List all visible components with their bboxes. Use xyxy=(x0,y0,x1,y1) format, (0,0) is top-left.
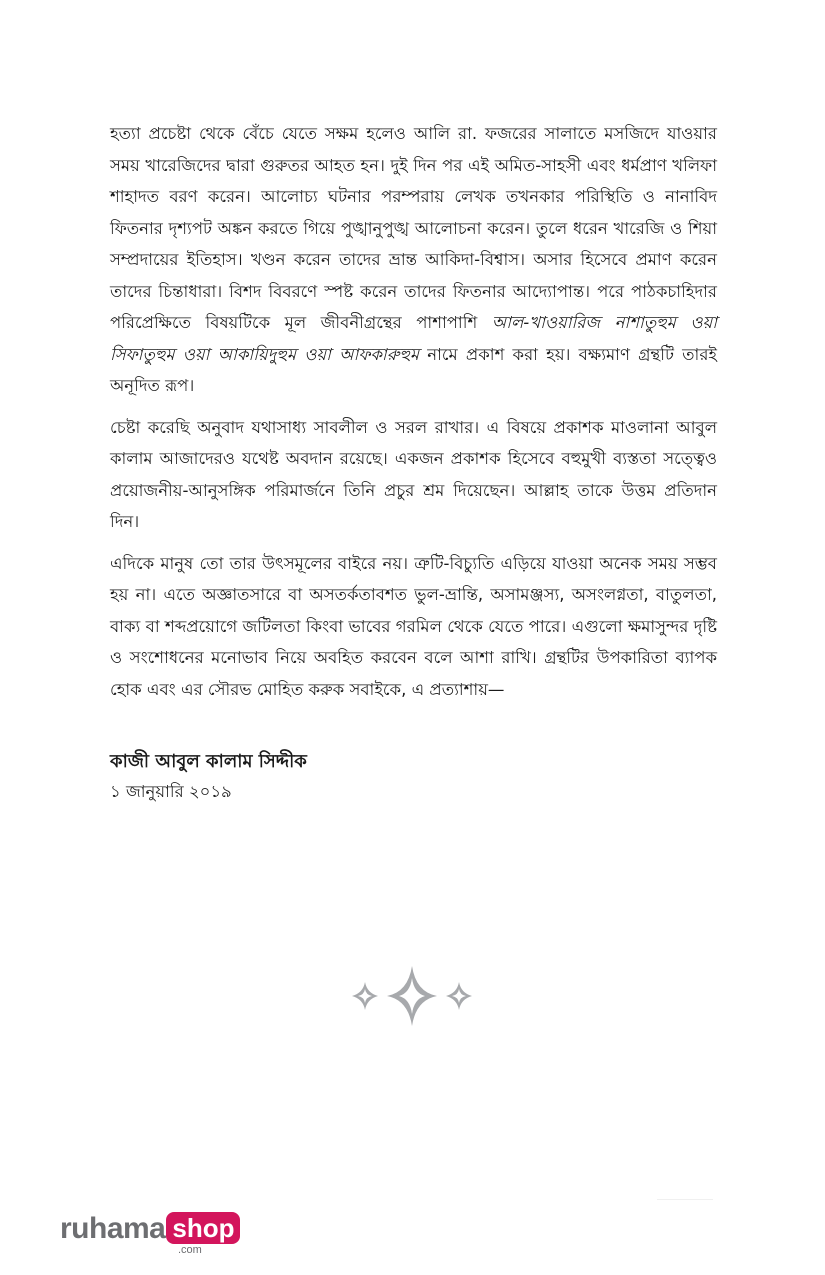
brand-shop-badge: shop xyxy=(166,1212,240,1244)
brand-wordmark: ruhama xyxy=(60,1212,166,1245)
paragraph-1-after: নামে প্রকাশ করা হয়। বক্ষ্যমাণ গ্রন্থটি তারই অনূদিত রূপ। xyxy=(110,344,717,395)
brand-domain: .com xyxy=(178,1244,202,1256)
sparkle-right-inner xyxy=(452,989,466,1003)
sparkle-center-inner xyxy=(399,978,425,1014)
paragraph-3: এদিকে মানুষ তো তার উৎসমূলের বাইরে নয়। ত্রুটি-বিচ্যুতি এড়িয়ে যাওয়া অনেক সময় সম্ভব হয় না। এতে অজ্ঞাতসারে বা অসতর্কতাবশত ভুল-ভ্রান্তি, অসামঞ্জস্য, অসংলগ্নতা, বাতুলতা, বাক্য বা শব্দপ্রয়োগে জটিলতা কিংবা ভাবের গরমিল থেকে যেতে পারে। এগুলো ক্ষমাসুন্দর দৃষ্টি ও সংশোধনের মনোভাব নিয়ে অবহিত করবেন বলে আশা রাখি। গ্রন্থটির উপকারিতা ব্যাপক হোক এবং এর সৌরভ মোহিত করুক সবাইকে, এ প্রত্যাশায়— xyxy=(110,553,717,699)
signature-block xyxy=(110,747,717,807)
author-name: কাজী আবুল কালাম সিদ্দীক xyxy=(110,751,307,772)
footer-divider xyxy=(657,1199,713,1200)
sparkle-ornament-icon xyxy=(347,964,477,1028)
ruhamashop-logo xyxy=(60,1212,240,1260)
book-title-italic: আল-খাওয়ারিজ নাশাতুহুম ওয়া সিফাতুহুম ওয়া আকায়িদুহুম ওয়া আফকারুহুম xyxy=(110,313,717,364)
paragraph-1 xyxy=(110,118,717,402)
paragraph-2: চেষ্টা করেছি অনুবাদ যথাসাধ্য সাবলীল ও সরল রাখার। এ বিষয়ে প্রকাশক মাওলানা আবুল কালাম আজাদেরও যথেষ্ট অবদান রয়েছে। একজন প্রকাশক হিসেবে বহুমুখী ব্যস্ততা সত্ত্বেও প্রয়োজনীয়-আনুসঙ্গিক পরিমার্জনে তিনি প্রচুর শ্রম দিয়েছেন। আল্লাহ তাকে উত্তম প্রতিদান দিন। xyxy=(110,417,717,531)
document-page xyxy=(110,118,717,807)
paragraph-1-text: হত্যা প্রচেষ্টা থেকে বেঁচে যেতে সক্ষম হলেও আলি রা. ফজরের সালাতে মসজিদে যাওয়ার সময় খারেজিদের দ্বারা গুরুতর আহত হন। দুই দিন পর এই অমিত-সাহসী এবং ধর্মপ্রাণ খলিফা শাহাদত বরণ করেন। আলোচ্য ঘটনার পরম্পরায় লেখক তখনকার পরিস্থিতি ও নানাবিদ ফিতনার দৃশ্যপট অঙ্কন করতে গিয়ে পুঙ্খানুপুঙ্খ আলোচনা করেন। তুলে ধরেন খারেজি ও শিয়া সম্প্রদায়ের ইতিহাস। খণ্ডন করেন তাদের ভ্রান্ত আকিদা-বিশ্বাস। অসার হিসেবে প্রমাণ করেন তাদের চিন্তাধারা। বিশদ বিবরণে স্পষ্ট করেন তাদের ফিতনার আদ্যোপান্ত। পরে পাঠকচাহিদার পরিপ্রেক্ষিতে বিষয়টিকে মূল জীবনীগ্রন্থের পাশাপাশি xyxy=(110,124,717,332)
signature-date: ১ জানুয়ারি ২০১৯ xyxy=(110,782,232,801)
sparkle-left-inner xyxy=(358,989,372,1003)
